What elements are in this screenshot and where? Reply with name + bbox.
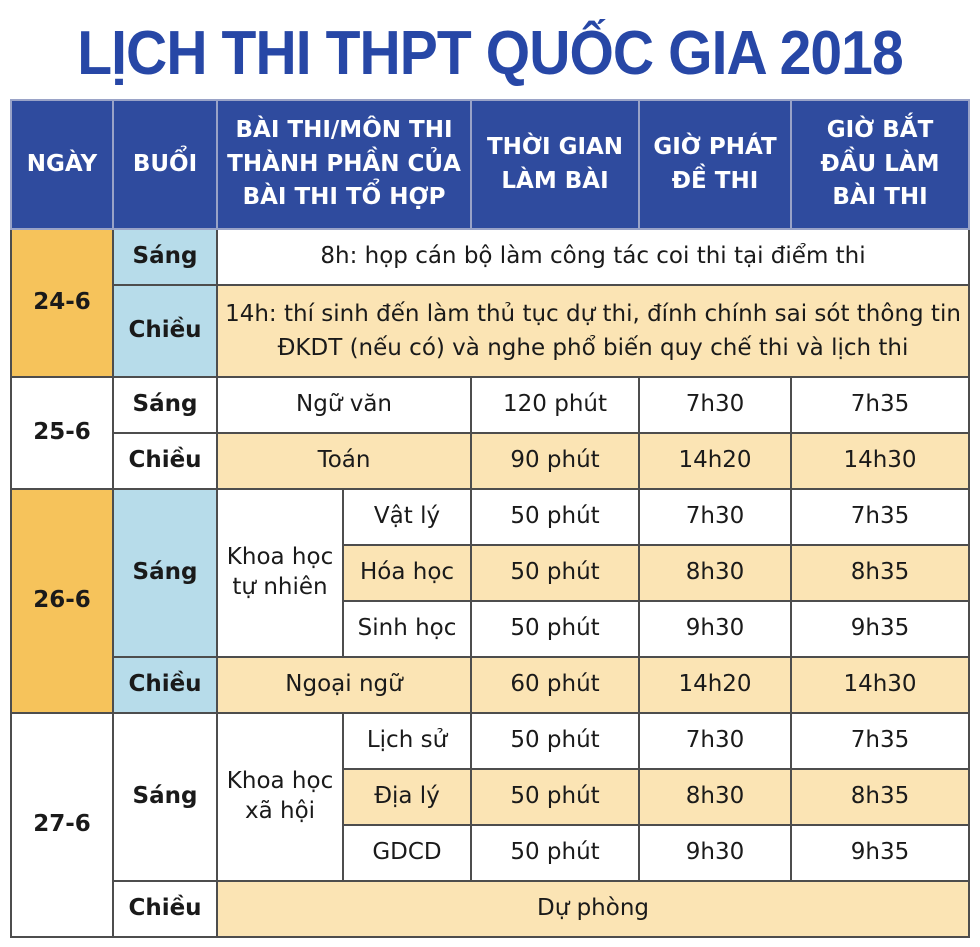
subject-group-line-2: xã hội [244, 798, 316, 824]
start-time-cell: 8h35 [791, 769, 969, 825]
duration-cell: 50 phút [471, 825, 639, 881]
header-start-line-3: BÀI THI [832, 184, 928, 211]
start-time-cell: 9h35 [791, 825, 969, 881]
start-time-cell: 7h35 [791, 713, 969, 769]
note-line-2: ĐKDT (nếu có) và nghe phổ biến quy chế thi và lịch thi [277, 335, 909, 361]
distribute-time-cell: 7h30 [639, 489, 791, 545]
header-subject-line-3: BÀI THI TỔ HỢP [242, 184, 446, 211]
session-cell: Sáng [113, 489, 217, 657]
table-row [11, 229, 969, 285]
header-start [791, 100, 969, 229]
table-row [11, 285, 969, 377]
subject-cell: Hóa học [343, 545, 471, 601]
distribute-time-cell: 7h30 [639, 713, 791, 769]
duration-cell: 120 phút [471, 377, 639, 433]
header-duration-line-1: THỜI GIAN [486, 134, 624, 161]
subject-cell: Ngữ văn [217, 377, 471, 433]
header-start-line-1: GIỜ BẮT [826, 117, 934, 144]
subject-cell: Lịch sử [343, 713, 471, 769]
subject-cell: Vật lý [343, 489, 471, 545]
distribute-time-cell: 8h30 [639, 545, 791, 601]
distribute-time-cell: 9h30 [639, 601, 791, 657]
subject-group-cell [217, 713, 343, 881]
start-time-cell: 8h35 [791, 545, 969, 601]
table-row [11, 713, 969, 769]
table-row [11, 377, 969, 433]
table-row [11, 657, 969, 713]
table-row [11, 433, 969, 489]
session-cell: Sáng [113, 229, 217, 285]
subject-group-line-1: Khoa học [226, 768, 334, 795]
table-row [11, 881, 969, 937]
session-cell: Chiều [113, 657, 217, 713]
header-distribute [639, 100, 791, 229]
distribute-time-cell: 9h30 [639, 825, 791, 881]
subject-cell: GDCD [343, 825, 471, 881]
header-duration-line-2: LÀM BÀI [501, 167, 609, 194]
subject-cell: Ngoại ngữ [217, 657, 471, 713]
duration-cell: 90 phút [471, 433, 639, 489]
subject-cell: Sinh học [343, 601, 471, 657]
note-cell: 8h: họp cán bộ làm công tác coi thi tại điểm thi [217, 229, 969, 285]
header-distribute-line-1: GIỜ PHÁT [653, 134, 777, 161]
start-time-cell: 9h35 [791, 601, 969, 657]
header-row [11, 100, 969, 229]
header-subject-line-1: BÀI THI/MÔN THI [235, 117, 453, 144]
duration-cell: 50 phút [471, 545, 639, 601]
subject-group-line-2: tự nhiên [232, 574, 328, 600]
header-start-line-2: ĐẦU LÀM [820, 150, 940, 177]
header-session: BUỔI [113, 100, 217, 229]
distribute-time-cell: 14h20 [639, 657, 791, 713]
start-time-cell: 7h35 [791, 489, 969, 545]
distribute-time-cell: 8h30 [639, 769, 791, 825]
exam-schedule-table [10, 99, 970, 938]
header-duration [471, 100, 639, 229]
session-cell: Chiều [113, 433, 217, 489]
note-line-1: 14h: thí sinh đến làm thủ tục dự thi, đính chính sai sót thông tin [225, 300, 961, 327]
start-time-cell: 7h35 [791, 377, 969, 433]
session-cell: Chiều [113, 881, 217, 937]
subject-cell: Địa lý [343, 769, 471, 825]
start-time-cell: 14h30 [791, 433, 969, 489]
duration-cell: 60 phút [471, 657, 639, 713]
table-row [11, 489, 969, 545]
duration-cell: 50 phút [471, 769, 639, 825]
header-day: NGÀY [11, 100, 113, 229]
duration-cell: 50 phút [471, 601, 639, 657]
header-subject [217, 100, 471, 229]
duration-cell: 50 phút [471, 489, 639, 545]
distribute-time-cell: 7h30 [639, 377, 791, 433]
subject-group-line-1: Khoa học [226, 544, 334, 571]
header-distribute-line-2: ĐỀ THI [671, 167, 759, 194]
note-cell: Dự phòng [217, 881, 969, 937]
date-cell: 25-6 [11, 377, 113, 489]
date-cell: 24-6 [11, 229, 113, 377]
page-title: LỊCH THI THPT QUỐC GIA 2018 [77, 19, 903, 88]
session-cell: Chiều [113, 285, 217, 377]
start-time-cell: 14h30 [791, 657, 969, 713]
subject-group-cell [217, 489, 343, 657]
header-subject-line-2: THÀNH PHẦN CỦA [227, 150, 461, 177]
duration-cell: 50 phút [471, 713, 639, 769]
subject-cell: Toán [217, 433, 471, 489]
session-cell: Sáng [113, 713, 217, 881]
date-cell: 26-6 [11, 489, 113, 713]
distribute-time-cell: 14h20 [639, 433, 791, 489]
date-cell: 27-6 [11, 713, 113, 937]
session-cell: Sáng [113, 377, 217, 433]
note-cell [217, 285, 969, 377]
